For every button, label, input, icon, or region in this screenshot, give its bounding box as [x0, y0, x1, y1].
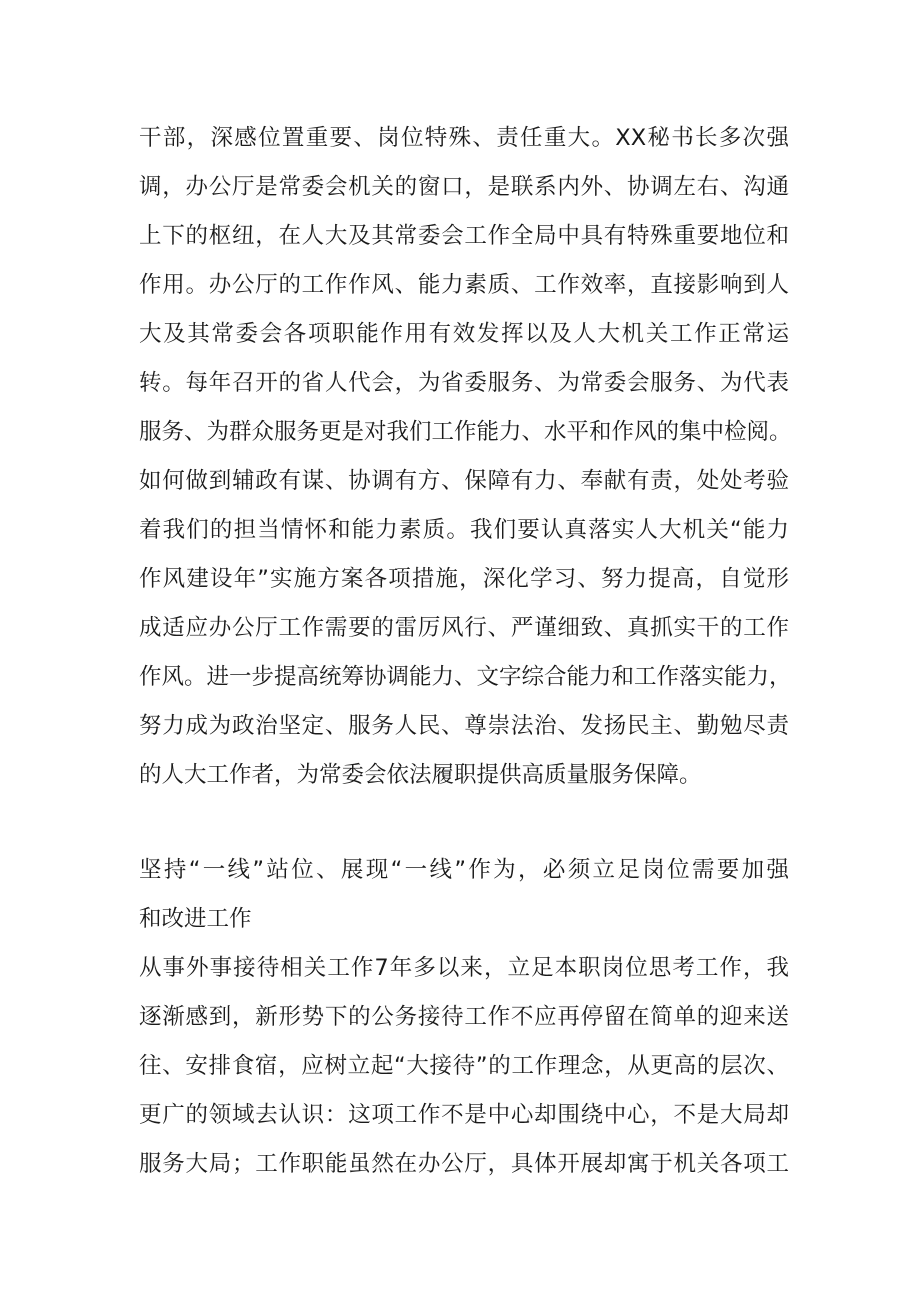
text-line: 更广的领域去认识：这项工作不是中心却围绕中心，不是大局却 — [139, 1102, 789, 1128]
text-line: 如何做到辅政有谋、协调有方、保障有力、奉献有责，处处考验 — [139, 468, 789, 494]
text-line: 成适应办公厅工作需要的雷厉风行、严谨细致、真抓实干的工作 — [139, 615, 789, 641]
text-line: 转。每年召开的省人代会，为省委服务、为常委会服务、为代表 — [139, 370, 789, 396]
text-line: 大及其常委会各项职能作用有效发挥以及人大机关工作正常运 — [139, 321, 789, 347]
text-line: 上下的枢纽，在人大及其常委会工作全局中具有特殊重要地位和 — [139, 223, 789, 249]
text-line: 服务大局；工作职能虽然在办公厅，具体开展却寓于机关各项工 — [139, 1151, 789, 1177]
text-line: 调，办公厅是常委会机关的窗口，是联系内外、协调左右、沟通 — [139, 174, 789, 200]
text-line: 着我们的担当情怀和能力素质。我们要认真落实人大机关“能力 — [139, 517, 789, 543]
text-line: 从事外事接待相关工作7年多以来，立足本职岗位思考工作，我 — [139, 955, 789, 981]
text-line: 作风建设年”实施方案各项措施，深化学习、努力提高，自觉形 — [139, 566, 789, 592]
text-line: 干部，深感位置重要、岗位特殊、责任重大。XX秘书长多次强 — [139, 125, 789, 151]
text-line: 作风。进一步提高统筹协调能力、文字综合能力和工作落实能力， — [139, 664, 792, 690]
text-line: 往、安排食宿，应树立起“大接待”的工作理念，从更高的层次、 — [139, 1053, 789, 1079]
heading-line: 坚持“一线”站位、展现“一线”作为，必须立足岗位需要加强 — [139, 857, 789, 883]
text-line: 努力成为政治坚定、服务人民、尊崇法治、发扬民主、勤勉尽责 — [139, 713, 789, 739]
text-line: 服务、为群众服务更是对我们工作能力、水平和作风的集中检阅。 — [139, 419, 792, 445]
text-line: 的人大工作者，为常委会依法履职提供高质量服务保障。 — [139, 762, 702, 788]
text-line: 作用。办公厅的工作作风、能力素质、工作效率，直接影响到人 — [139, 272, 789, 298]
text-line: 逐渐感到，新形势下的公务接待工作不应再停留在简单的迎来送 — [139, 1004, 789, 1030]
heading-line: 和改进工作 — [139, 906, 252, 932]
